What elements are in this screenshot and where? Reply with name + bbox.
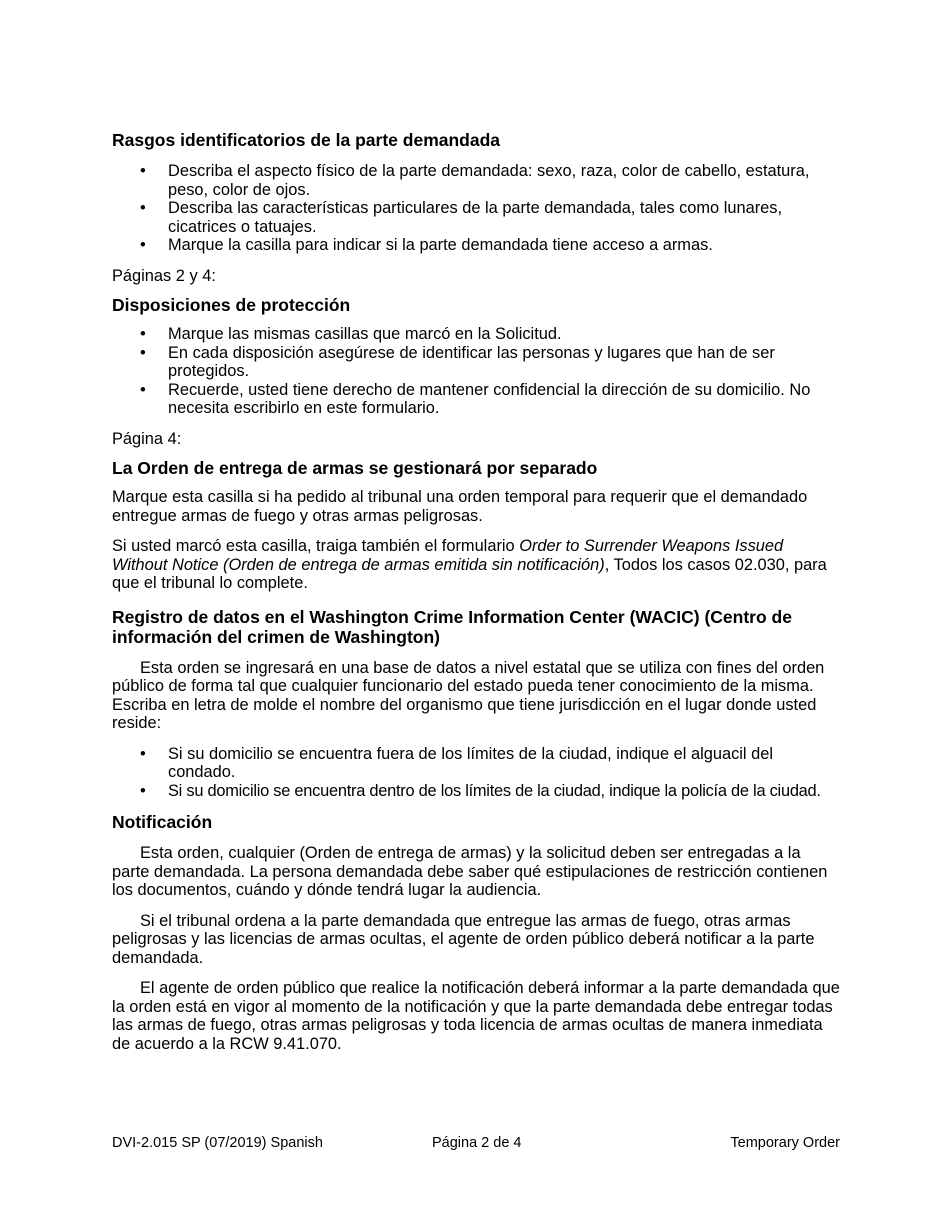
- entrega-text-end: , Todos los casos 02.030, para que el tribunal lo complete.: [112, 555, 827, 592]
- notificacion-paragraph: El agente de orden público que realice la notificación deberá informar a la parte demandada que la orden está en vigor al momento de la notificación y que la parte demandada debe entregar todas las armas de fuego, otras armas peligrosas y toda licencia de armas ocultas de manera inmediata de acuerdo a la RCW 9.41.070.: [112, 979, 840, 1053]
- entrega-paragraph: Marque esta casilla si ha pedido al tribunal una orden temporal para requerir que el demandado entregue armas de fuego y otras armas peligrosas.: [112, 488, 808, 525]
- list-item: • Marque las mismas casillas que marcó en la Solicitud.: [112, 325, 840, 344]
- heading-rasgos: Rasgos identificatorios de la parte demandada: [112, 130, 501, 150]
- page-label: Página 4:: [112, 429, 182, 448]
- entrega-form-paragraph: [112, 537, 840, 593]
- list-item: • En cada disposición asegúrese de identificar las personas y lugares que han de ser protegidos.: [112, 344, 840, 381]
- page-footer: [112, 1135, 840, 1151]
- list-item: • Si su domicilio se encuentra dentro de los límites de la ciudad, indique la policía de la ciudad.: [112, 782, 840, 801]
- heading-notificacion: Notificación: [112, 812, 213, 832]
- list-item: • Describa las características particulares de la parte demandada, tales como lunares, cicatrices o tatuajes.: [112, 199, 840, 236]
- document-body: [112, 130, 840, 1063]
- form-title: Order to Surrender Weapons Issued Without Notice (Orden de entrega de armas emitida sin notificación): [112, 537, 784, 574]
- list-item: • Recuerde, usted tiene derecho de mantener confidencial la dirección de su domicilio. No necesita escribirlo en este formulario.: [112, 381, 840, 418]
- form-code: DVI-2.015 SP (07/2019) Spanish: [112, 1135, 323, 1151]
- list-item: • Si su domicilio se encuentra fuera de los límites de la ciudad, indique el alguacil del condado.: [112, 745, 840, 782]
- notificacion-paragraph: Si el tribunal ordena a la parte demandada que entregue las armas de fuego, otras armas peligrosas y las licencias de armas ocultas, el agente de orden público deberá notificar a la parte demandada.: [112, 911, 815, 967]
- heading-wacic: Registro de datos en el Washington Crime Information Center (WACIC) (Centro de información del crimen de Washington): [112, 606, 792, 647]
- list-item: • Marque la casilla para indicar si la parte demandada tiene acceso a armas.: [112, 236, 840, 255]
- list-item: • Describa el aspecto físico de la parte demandada: sexo, raza, color de cabello, estatura, peso, color de ojos.: [112, 162, 840, 199]
- form-type: Temporary Order: [730, 1135, 840, 1151]
- wacic-paragraph: Esta orden se ingresará en una base de datos a nivel estatal que se utiliza con fines del orden público de forma tal que cualquier funcionario del estado pueda tener conocimiento de la misma. Escriba en letra de molde el nombre del organismo que tiene jurisdicción en el lugar donde usted reside:: [112, 658, 825, 732]
- list-wacic: [112, 745, 840, 801]
- heading-entrega: La Orden de entrega de armas se gestionará por separado: [112, 458, 598, 478]
- entrega-text: Si usted marcó esta casilla, traiga también el formulario: [112, 537, 520, 555]
- notificacion-paragraph: Esta orden, cualquier (Orden de entrega de armas) y la solicitud deben ser entregadas a la parte demandada. La persona demandada debe saber qué estipulaciones de restricción contienen los documentos, cuándo y dónde tendrá lugar la audiencia.: [112, 844, 828, 899]
- list-rasgos: [112, 162, 840, 255]
- pages-label: Páginas 2 y 4:: [112, 266, 216, 285]
- list-disposiciones: [112, 325, 840, 418]
- page-number: Página 2 de 4: [432, 1135, 522, 1151]
- heading-disposiciones: Disposiciones de protección: [112, 295, 351, 315]
